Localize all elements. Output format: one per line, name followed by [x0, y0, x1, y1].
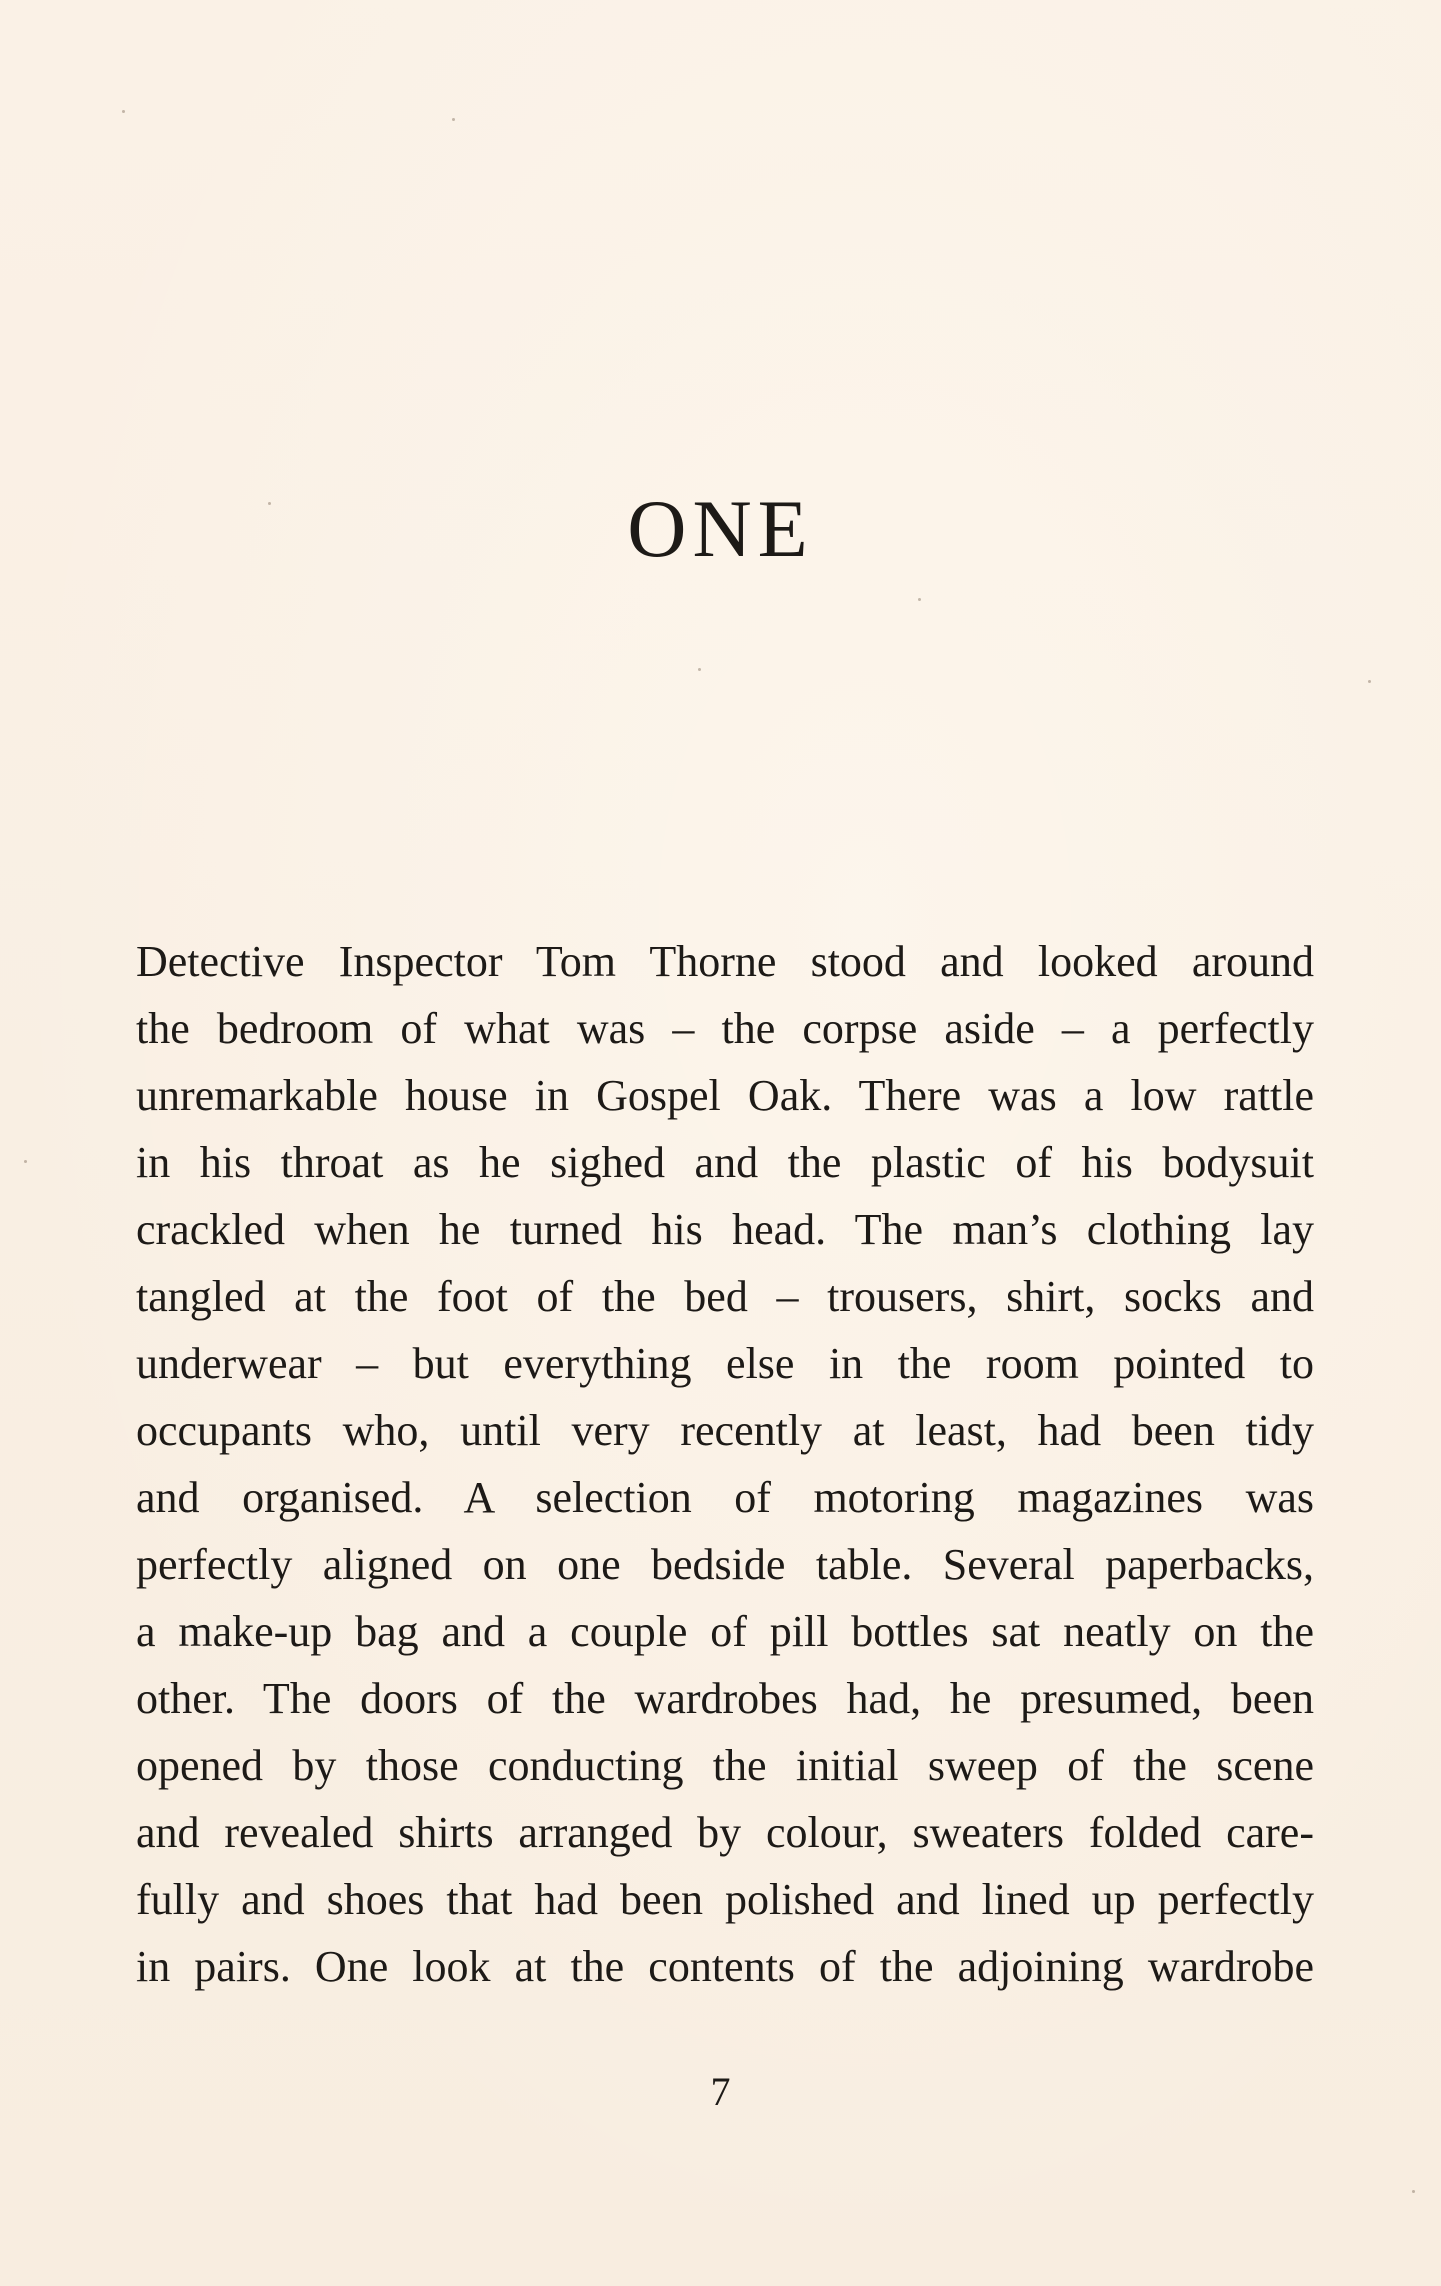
paper-speck [1412, 2190, 1415, 2193]
text-line: fully and shoes that had been polished and lined up perfectly [136, 1875, 1314, 1924]
text-line: a make-up bag and a couple of pill bottles sat neatly on the [136, 1607, 1314, 1656]
text-line: tangled at the foot of the bed – trousers, shirt, socks and [136, 1272, 1314, 1321]
text-line: perfectly aligned on one bedside table. Several paperbacks, [136, 1540, 1314, 1589]
text-line: unremarkable house in Gospel Oak. There was a low rattle [136, 1071, 1314, 1120]
text-line: underwear – but everything else in the room pointed to [136, 1339, 1314, 1388]
text-line: Detective Inspector Tom Thorne stood and looked around [136, 937, 1314, 986]
paper-speck [698, 668, 701, 671]
text-line: other. The doors of the wardrobes had, he presumed, been [136, 1674, 1314, 1723]
text-line: and revealed shirts arranged by colour, sweaters folded care- [136, 1808, 1314, 1857]
paper-speck [452, 118, 455, 121]
page-number: 7 [710, 2069, 731, 2114]
body-paragraph [136, 928, 1314, 2000]
text-line: and organised. A selection of motoring magazines was [136, 1473, 1314, 1522]
text-line: in his throat as he sighed and the plastic of his bodysuit [136, 1138, 1314, 1187]
text-line: opened by those conducting the initial sweep of the scene [136, 1741, 1314, 1790]
text-line: in pairs. One look at the contents of the adjoining wardrobe [136, 1942, 1314, 1991]
text-line: crackled when he turned his head. The man’s clothing lay [136, 1205, 1314, 1254]
text-line: occupants who, until very recently at least, had been tidy [136, 1406, 1314, 1455]
paper-speck [1368, 680, 1371, 683]
paper-speck [24, 1160, 27, 1163]
text-line: the bedroom of what was – the corpse aside – a perfectly [136, 1004, 1314, 1053]
paper-speck [122, 110, 125, 113]
chapter-title: ONE [627, 483, 814, 574]
paper-speck [918, 598, 921, 601]
